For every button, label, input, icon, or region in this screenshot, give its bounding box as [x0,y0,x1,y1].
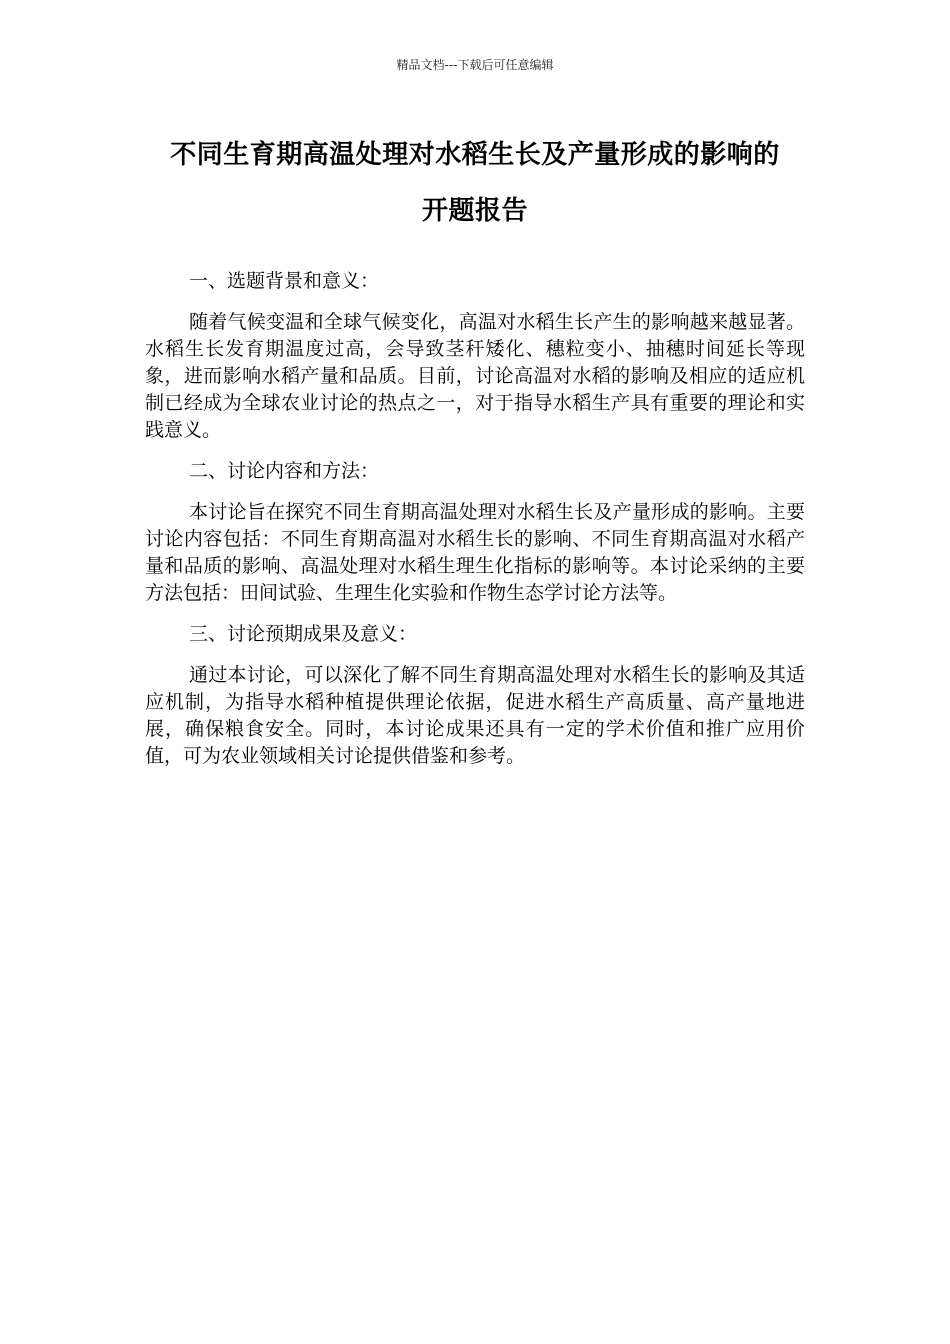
section-paragraph-background: 随着气候变温和全球气候变化，高温对水稻生长产生的影响越来越显著。水稻生长发育期温度过高，会导致茎秆矮化、穗粒变小、抽穗时间延长等现象，进而影响水稻产量和品质。目前，讨论高温对水稻的影响及相应的适应机制已经成为全球农业讨论的热点之一，对于指导水稻生产具有重要的理论和实践意义。 [145,311,805,441]
section-paragraph-methods: 本讨论旨在探究不同生育期高温处理对水稻生长及产量形成的影响。主要讨论内容包括：不同生育期高温对水稻生长的影响、不同生育期高温对水稻产量和品质的影响、高温处理对水稻生理生化指标的影响等。本讨论采纳的主要方法包括：田间试验、生理生化实验和作物生态学讨论方法等。 [145,501,805,604]
document-title-line-2: 开题报告 [421,196,528,226]
header-note: 精品文档---下载后可任意编辑 [396,58,554,72]
section-paragraph-expected-results: 通过本讨论，可以深化了解不同生育期高温处理对水稻生长的影响及其适应机制，为指导水稻种植提供理论依据，促进水稻生产高质量、高产量地进展，确保粮食安全。同时，本讨论成果还具有一定的学术价值和推广应用价值，可为农业领域相关讨论提供借鉴和参考。 [145,664,805,767]
section-heading-methods: 二、讨论内容和方法： [189,460,380,482]
section-heading-background: 一、选题背景和意义： [189,270,380,292]
document-title-line-1: 不同生育期高温处理对水稻生长及产量形成的影响的 [170,140,780,170]
document-body [145,268,805,784]
section-heading-expected-results: 三、讨论预期成果及意义： [189,623,418,645]
